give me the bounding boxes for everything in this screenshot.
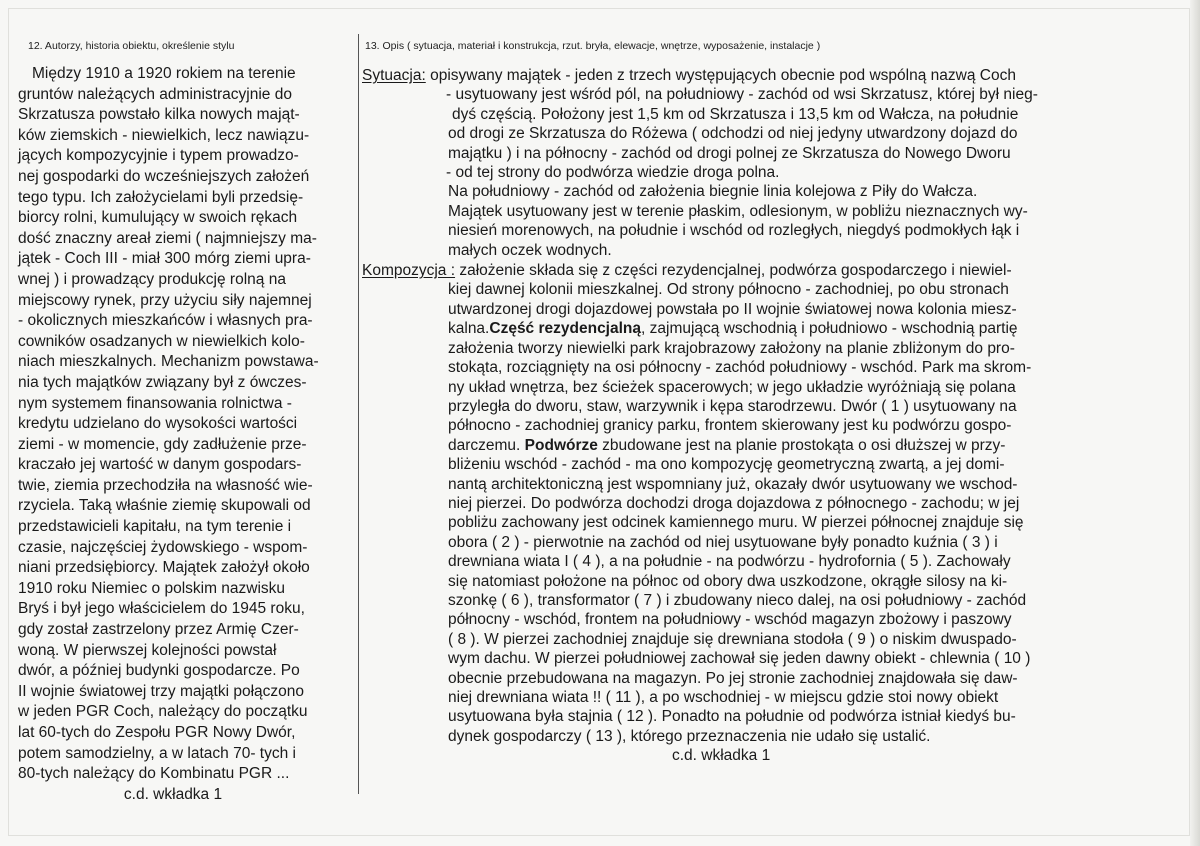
kompozycja-text: , zajmującą wschodnią i południowo - wschodnią partię [641, 320, 1018, 338]
history-line: nej gospodarki do wcześniejszych założeń [18, 167, 310, 185]
kompozycja-line: kiej dawnej kolonii mieszkalnej. Od strony północno - zachodniej, po obu stronach [448, 281, 1009, 299]
kompozycja-line: niej pierzei. Do podwórza dochodzi droga dojazdowa z północnego - zachodu; w jej [448, 494, 1020, 512]
history-line: potem samodzielny, a w latach 70- tych i [18, 744, 296, 762]
kompozycja-line [362, 436, 1182, 455]
kompozycja-label: Kompozycja : [362, 262, 456, 280]
history-line: dość znaczny areał ziemi ( najmniejszy ma- [18, 229, 317, 247]
history-line: nia tych majątków związany był z ówczes- [18, 373, 307, 391]
column-divider [358, 34, 359, 794]
kompozycja-line: drewniana wiata I ( 4 ), a na południe - na podwórzu - hydrofornia ( 5 ). Zachowały [448, 553, 1011, 571]
history-line: II wojnie światowej trzy majątki połączono [18, 682, 305, 700]
history-line: miejscowy rynek, przy użyciu siły najemnej [18, 291, 312, 309]
kompozycja-line: przyległa do dworu, staw, warzywnik i kępa starodrzewu. Dwór ( 1 ) usytuowany na [448, 397, 1017, 415]
kompozycja-line: bliżeniu wschód - zachód - ma ono kompozycję geometryczną zwartą, a jej domi- [448, 456, 1005, 474]
bold-term-rezydencjalna: Część rezydencjalną [489, 320, 642, 338]
kompozycja-line [362, 319, 1182, 338]
sytuacja-label: Sytuacja: [362, 67, 426, 84]
history-line: woną. W pierwszej kolejności powstał [18, 641, 277, 659]
history-line: niach mieszkalnych. Mechanizm powstawa- [18, 353, 319, 371]
history-line: cowników osadzanych w niewielkich kolo- [18, 332, 305, 350]
sytuacja-text: opisywany majątek - jeden z trzech występujących obecnie pod wspólną nazwą Coch [425, 67, 1016, 84]
continuation-note: c.d. wkładka 1 [672, 747, 771, 765]
history-line: gdy został zastrzelony przez Armię Czer- [18, 621, 299, 639]
history-line: w jeden PGR Coch, należący do początku [18, 703, 308, 721]
continuation-note: c.d. wkładka 1 [123, 785, 223, 803]
history-line: twie, ziemia przechodziła na własność wie- [18, 476, 313, 494]
history-line: rzyciela. Taką właśnie ziemię skupowali od [18, 497, 311, 515]
history-line: Skrzatusza powstało kilka nowych mająt- [18, 106, 300, 124]
kompozycja-line: dynek gospodarczy ( 13 ), którego przeznaczenia nie udało się ustalić. [448, 727, 931, 745]
kompozycja-line: ny układ wnętrza, bez ścieżek spacerowych; w jego układzie wyróżniają się polana [448, 378, 1016, 396]
kompozycja-line: założenia tworzy niewielki park krajobrazowy założony na planie zbliżonym do pro- [448, 339, 1015, 357]
kompozycja-line: północno - zachodniej granicy parku, frontem skierowany jest ku podwórzu gospo- [448, 417, 1012, 435]
sytuacja-line: niesień morenowych, na południe i wschód od rozległych, niegdyś podmokłych łąk i [448, 222, 1020, 240]
kompozycja-text: darczemu. [448, 436, 525, 454]
sytuacja-line: - usytuowany jest wśród pól, na południowy - zachód od wsi Skrzatusz, której był nieg- [446, 86, 1038, 104]
kompozycja-line: obora ( 2 ) - pierwotnie na zachód od niej usytuowane były ponadto kuźnia ( 3 ) i [448, 533, 998, 551]
description-text [362, 66, 1182, 766]
history-line: niani przedsiębiorcy. Majątek założył około [18, 559, 310, 577]
history-text [18, 64, 358, 805]
kompozycja-line: utwardzonej drogi dojazdowej powstała po II wojnie światowej nowa kolonia miesz- [448, 300, 1017, 318]
history-line: czasie, najczęściej żydowskiego - wspom- [18, 538, 308, 556]
history-line: lat 60-tych do Zespołu PGR Nowy Dwór, [18, 724, 296, 741]
kompozycja-line: ( 8 ). W pierzei zachodniej znajduje się drewniana stodoła ( 9 ) o niskim dwuspado- [448, 630, 1017, 648]
kompozycja-line: się natomiast położone na północ od obory dwa uszkodzone, okrągłe silosy na ki- [448, 572, 1008, 590]
history-line: jących kompozycyjnie i typem prowadzo- [18, 147, 299, 165]
sytuacja-line: Majątek usytuowany jest w terenie płaskim, odlesionym, w pobliżu nieznacznych wy- [448, 202, 1028, 220]
kompozycja-line: niej drewniana wiata !! ( 11 ), a po wschodniej - w miejscu gdzie stoi nowy obiekt [448, 689, 999, 706]
kompozycja-line: usytuowana była stajnia ( 12 ). Ponadto na południe od podwórza istniał kiedyś bu- [448, 708, 1016, 726]
scan-edge [1190, 0, 1200, 846]
sytuacja-line: - od tej strony do podwórza wiedzie droga polna. [446, 164, 780, 182]
kompozycja-line: pobliżu zachowany jest odcinek kamiennego muru. W pierzei północnej znajduje się [448, 514, 1024, 532]
sytuacja-line: Na południowy - zachód od założenia biegnie linia kolejowa z Piły do Wałcza. [448, 183, 978, 201]
history-line: ziemi - w momencie, gdy zadłużenie prze- [18, 435, 307, 453]
kompozycja-line: nantą architektoniczną jest wspomniany już, okazały dwór usytuowany we wschod- [448, 475, 1018, 493]
bold-term-podworze: Podwórze [524, 436, 598, 454]
left-column-heading: 12. Autorzy, historia obiektu, określenie stylu [28, 40, 235, 52]
kompozycja-text: zbudowane jest na planie prostokąta o osi dłuższej w przy- [597, 436, 1006, 454]
kompozycja-text: założenie składa się z części rezydencjalnej, podwórza gospodarczego i niewiel- [455, 262, 1012, 280]
history-line: Bryś i był jego właścicielem do 1945 roku, [18, 600, 305, 618]
history-line: biorcy rolni, kumulujący w swoich rękach [18, 209, 298, 227]
history-line: 1910 roku Niemiec o polskim nazwisku [18, 579, 286, 597]
sytuacja-line [362, 66, 1182, 85]
sytuacja-line: od drogi ze Skrzatusza do Różewa ( odchodzi od niej jedyny utwardzony dojazd do [448, 125, 1018, 143]
kompozycja-line: obecnie przebudowana na magazyn. Po jej stronie zachodniej znajdowała się daw- [448, 669, 1018, 687]
history-line: - okolicznych mieszkańców i własnych pra- [18, 312, 313, 330]
history-line: wnej ) i prowadzący produkcję rolną na [18, 270, 286, 288]
history-line: Między 1910 a 1920 rokiem na terenie [32, 65, 296, 82]
history-line: kredytu udzielano do wysokości wartości [18, 415, 298, 433]
kompozycja-line: stokąta, rozciągnięty na osi północny - zachód południowy - wschód. Park ma skrom- [448, 359, 1032, 377]
history-line: tego typu. Ich założycielami byli przedsię- [18, 188, 304, 206]
history-line: 80-tych należący do Kombinatu PGR ... [18, 765, 290, 783]
history-line: przedstawicieli kapitału, na tym terenie i [18, 518, 292, 536]
kompozycja-line: wym dachu. W pierzei południowej zachował się jeden dawny obiekt - chlewnia ( 10 ) [448, 650, 1031, 668]
history-line: gruntów należących administracyjnie do [18, 85, 292, 103]
history-line: nym systemem finansowania rolnictwa - [18, 394, 292, 412]
sytuacja-line: dyś częścią. Położony jest 1,5 km od Skrzatusza i 13,5 km od Wałcza, na południe [452, 105, 1019, 123]
right-column-heading: 13. Opis ( sytuacja, materiał i konstrukcja, rzut. bryła, elewacje, wnętrze, wyposażenie, instalacje ) [365, 40, 821, 52]
kompozycja-line: szonkę ( 6 ), transformator ( 7 ) i zbudowany nieco dalej, na osi południowy - zachód [448, 591, 1027, 609]
sytuacja-line: małych oczek wodnych. [448, 241, 612, 259]
kompozycja-text: kalna. [448, 320, 490, 338]
history-line: jątek - Coch III - miał 300 mórg ziemi upra- [18, 250, 311, 268]
history-line: ków ziemskich - niewielkich, lecz nawiązu- [18, 126, 310, 144]
kompozycja-line [362, 261, 1182, 280]
history-line: kraczało jej wartość w danym gospodars- [18, 456, 302, 474]
kompozycja-line: północny - wschód, frontem na południowy - wschód magazyn zbożowy i paszowy [448, 611, 1012, 629]
history-line: dwór, a później budynki gospodarcze. Po [18, 662, 300, 680]
sytuacja-line: majątku ) i na północny - zachód od drogi polnej ze Skrzatusza do Nowego Dworu [448, 144, 1011, 162]
